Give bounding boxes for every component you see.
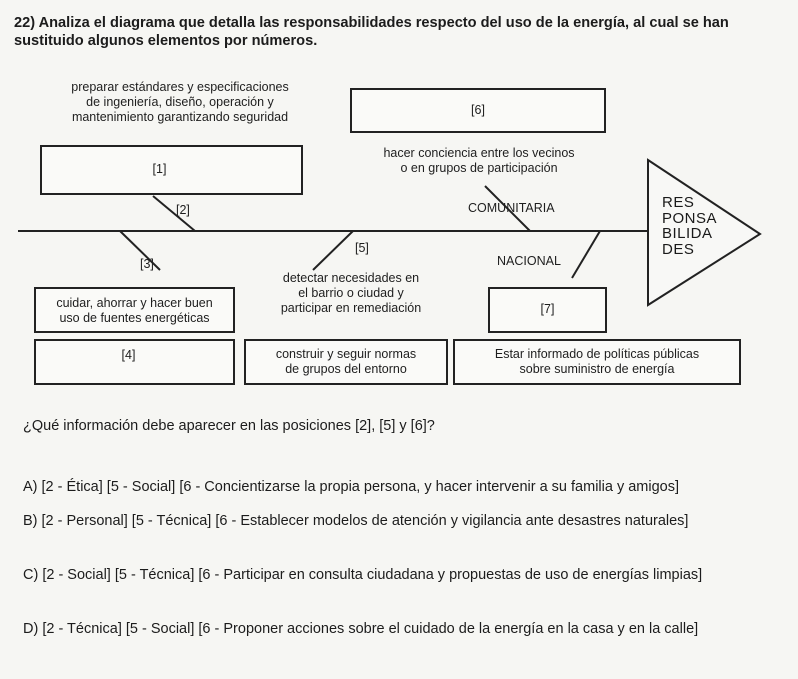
estar-line-2: sobre suministro de energía [519, 362, 675, 376]
construir-box [244, 339, 448, 385]
box-1 [40, 145, 303, 195]
estar-line-1: Estar informado de políticas públicas [494, 347, 700, 361]
detectar-line-3: participar en remediación [280, 301, 422, 315]
bone-lower-right [572, 231, 600, 278]
option-d[interactable]: D) [2 - Técnica] [5 - Social] [6 - Proponer acciones sobre el cuidado de la energía en la casa y en la calle] [23, 621, 699, 637]
estar-text [455, 347, 739, 377]
construir-line-1: construir y seguir normas [275, 347, 417, 361]
label-2: [2] [176, 203, 190, 217]
label-nacional: NACIONAL [497, 254, 561, 268]
option-c[interactable]: C) [2 - Social] [5 - Técnica] [6 - Participar en consulta ciudadana y propuestas de uso de energías limpias] [23, 567, 703, 583]
engineering-line-1: preparar estándares y especificaciones [71, 80, 289, 94]
vecinos-text [348, 146, 610, 176]
box-4 [34, 339, 235, 385]
vecinos-line-2: o en grupos de participación [400, 161, 558, 175]
label-comunitaria: COMUNITARIA [468, 201, 555, 215]
construir-text [246, 347, 446, 377]
cuidar-line-1: cuidar, ahorrar y hacer buen [56, 296, 213, 310]
option-b[interactable]: B) [2 - Personal] [5 - Técnica] [6 - Establecer modelos de atención y vigilancia ante desastres naturales] [23, 513, 689, 529]
box-4-label: [4] [121, 348, 136, 362]
question-text: ¿Qué información debe aparecer en las posiciones [2], [5] y [6]? [23, 418, 435, 434]
engineering-standards-text [36, 80, 324, 125]
bone-lower-middle [313, 231, 353, 270]
detectar-line-2: el barrio o ciudad y [298, 286, 404, 300]
estar-box [453, 339, 741, 385]
cuidar-box [34, 287, 235, 333]
head-line-3: BILIDA [662, 225, 713, 242]
box-7 [488, 287, 607, 333]
box-6 [350, 88, 606, 133]
cuidar-line-2: uso de fuentes energéticas [59, 311, 210, 325]
cuidar-text [36, 296, 233, 326]
detectar-line-1: detectar necesidades en [282, 271, 420, 285]
responsabilidades-head [662, 195, 717, 257]
head-line-1: RES [662, 194, 695, 211]
vecinos-line-1: hacer conciencia entre los vecinos [383, 146, 575, 160]
option-a[interactable]: A) [2 - Ética] [5 - Social] [6 - Concientizarse la propia persona, y hacer intervenir a su familia y amigos] [23, 479, 680, 495]
box-7-label: [7] [540, 302, 555, 316]
engineering-line-2: de ingeniería, diseño, operación y [86, 95, 274, 109]
detectar-text [256, 271, 446, 316]
head-line-2: PONSA [662, 209, 718, 227]
label-3: [3] [140, 257, 154, 271]
head-line-4: DES [662, 240, 695, 258]
construir-line-2: de grupos del entorno [285, 362, 407, 376]
label-5: [5] [355, 241, 369, 255]
question-title: 22) Analiza el diagrama que detalla las responsabilidades respecto del uso de la energía, al cual se han sustituido algunos elementos por números. [14, 15, 729, 49]
box-1-label: [1] [152, 162, 167, 176]
engineering-line-3: mantenimiento garantizando seguridad [71, 110, 289, 124]
box-6-label: [6] [471, 103, 485, 117]
